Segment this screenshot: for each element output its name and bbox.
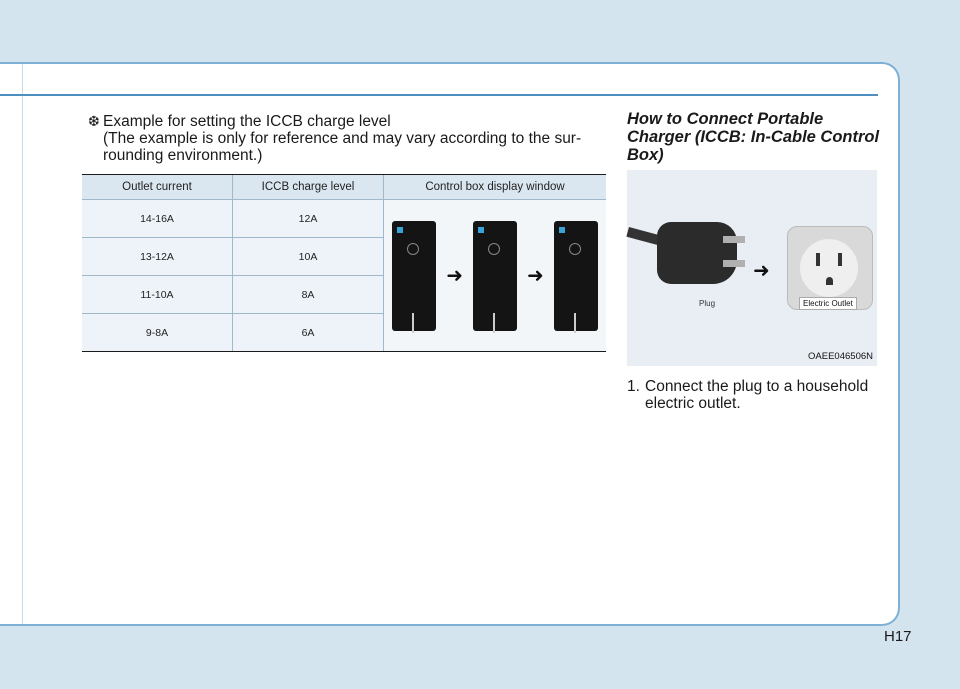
outlet-label: Electric Outlet (799, 297, 857, 310)
step-1 (627, 378, 879, 412)
charge-level-cell: 10A (233, 238, 384, 276)
plug-label: Plug (699, 299, 716, 308)
outlet-current-cell: 11-10A (82, 276, 233, 314)
outlet-current-cell: 13-12A (82, 238, 233, 276)
right-arrow-icon: ➜ (446, 265, 463, 287)
step-text-continued: electric outlet. (645, 395, 741, 412)
control-box-image-2 (473, 221, 517, 331)
page-number: H17 (884, 628, 912, 645)
col-header-level: ICCB charge level (233, 175, 384, 200)
plug-image (657, 222, 737, 284)
col-header-outlet: Outlet current (82, 175, 233, 200)
table-row (82, 200, 606, 238)
charge-level-cell: 12A (233, 200, 384, 238)
example-note (88, 113, 608, 164)
section-title: How to Connect Portable Charger (ICCB: In-Cable Control Box) (627, 110, 880, 164)
charge-level-table (82, 174, 606, 352)
charge-level-cell: 6A (233, 314, 384, 352)
charge-level-cell: 8A (233, 276, 384, 314)
plug-outlet-figure (627, 170, 877, 366)
header-rule (0, 94, 878, 96)
right-arrow-icon: ➜ (753, 260, 770, 282)
control-box-image-1 (392, 221, 436, 331)
note-line-3: rounding environment.) (103, 147, 263, 164)
step-text: Connect the plug to a household (645, 378, 869, 395)
outlet-current-cell: 9-8A (82, 314, 233, 352)
note-line-1: Example for setting the ICCB charge level (103, 113, 391, 130)
left-margin-rule (22, 64, 23, 624)
right-arrow-icon: ➜ (527, 265, 544, 287)
col-header-display: Control box display window (384, 175, 607, 200)
display-window-cell (384, 200, 607, 352)
note-line-2: (The example is only for reference and may vary according to the sur- (103, 130, 582, 147)
figure-code: OAEE046506N (808, 351, 873, 362)
outlet-current-cell: 14-16A (82, 200, 233, 238)
note-symbol: ❆ (88, 113, 100, 129)
control-box-image-3 (554, 221, 598, 331)
step-number: 1. (627, 378, 640, 395)
